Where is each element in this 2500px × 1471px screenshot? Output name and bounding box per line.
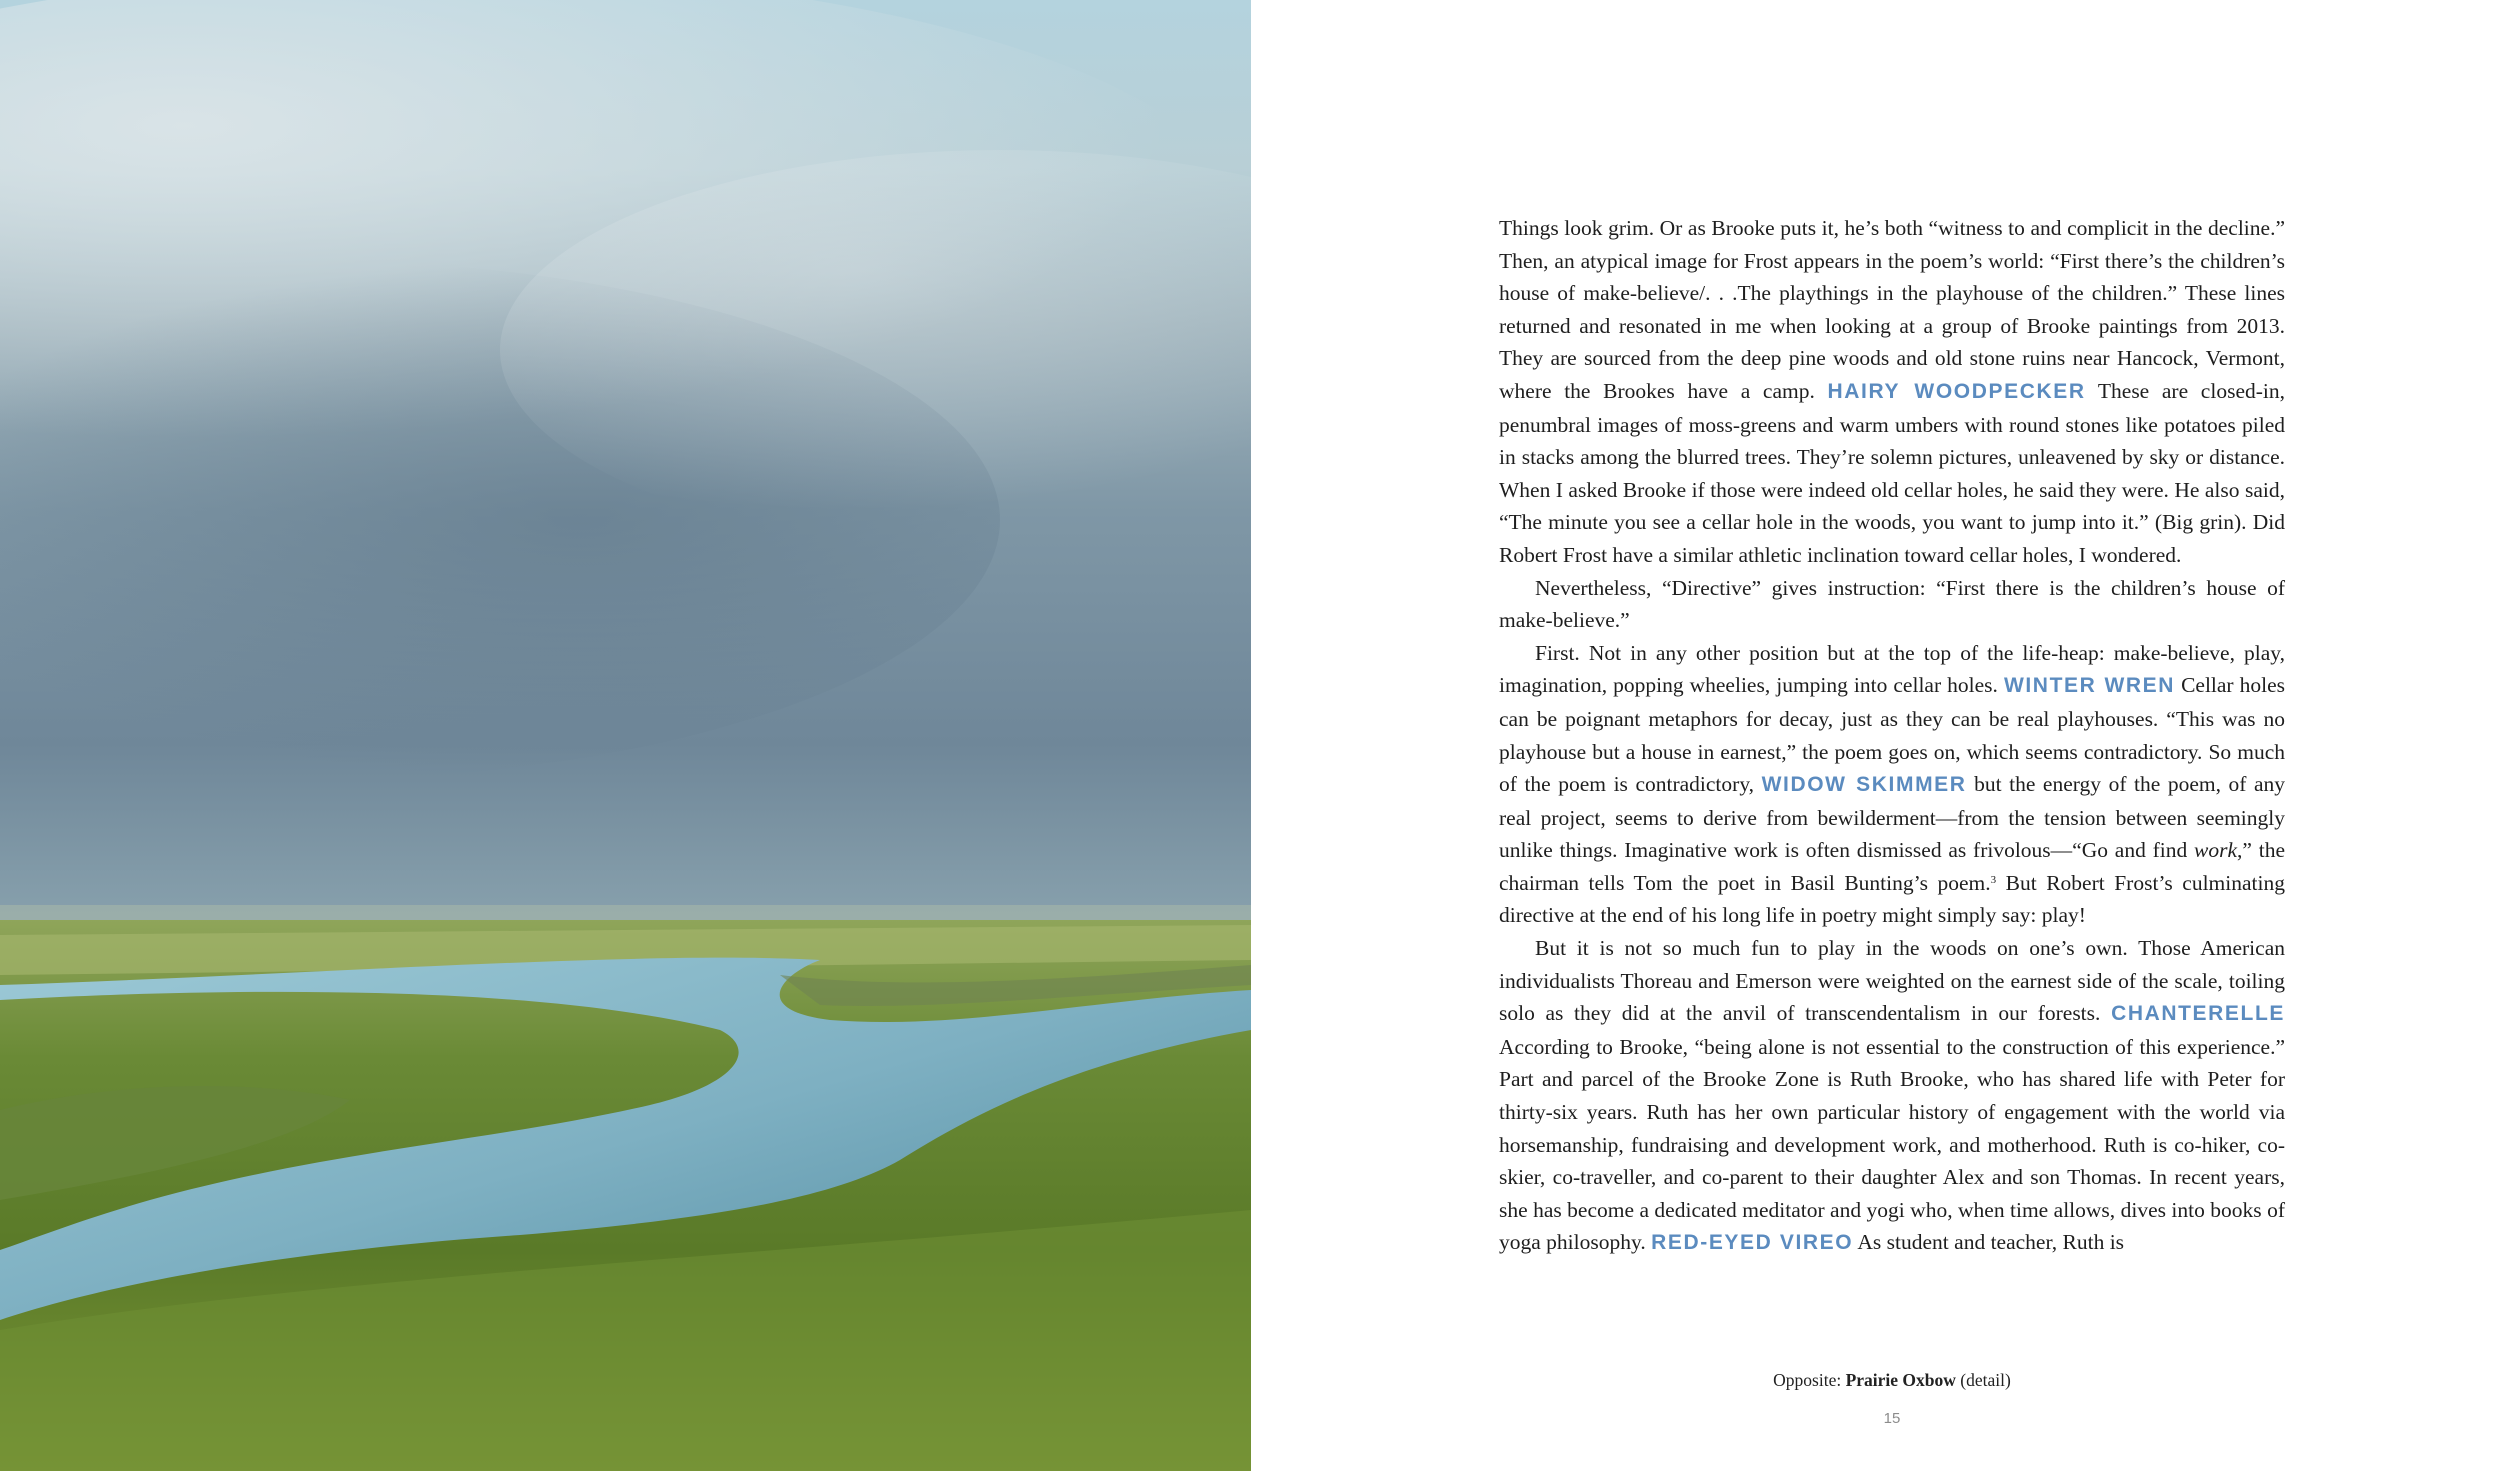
marker-red-eyed-vireo: RED-EYED VIREO xyxy=(1651,1231,1854,1255)
text: These are closed-in, penumbral images of moss-greens and warm umbers with round stones like potatoes piled in stacks among the blurred trees. They’re solemn pictures, unleavened by sky or distance. When I asked Brooke if those were indeed old cellar holes, he said they were. He also said, “The minute you see a cellar hole in the woods, you want to jump into it.” (Big grin). Did Robert Frost have a similar athletic inclination toward cellar holes, I wondered. xyxy=(1499,378,2285,567)
paragraph-2 xyxy=(1499,572,2285,637)
body-text-column xyxy=(1499,212,2285,1260)
text: But it is not so much fun to play in the woods on one’s own. Those American individualists Thoreau and Emerson were weighted on the earnest side of the scale, toiling solo as they did at the anvil of transcendentalism in our forests. xyxy=(1499,936,2285,1026)
text: According to Brooke, “being alone is not essential to the construction of this experience.” Part and parcel of the Brooke Zone is Ruth Brooke, who has shared life with Peter for thirty-six years. Ruth has her own particular history of engagement with the world via horsemanship, fundraising and development work, and motherhood. Ruth is co-hiker, co-skier, co-traveller, and co-parent to their daughter Alex and son Thomas. In recent years, she has become a dedicated meditator and yogi who, when time allows, dives into books of yoga philosophy. xyxy=(1499,1034,2285,1255)
text: Nevertheless, “Directive” gives instruction: “First there is the children’s house of make-believe.” xyxy=(1499,575,2285,633)
marker-winter-wren: WINTER WREN xyxy=(2003,674,2176,698)
text: First. Not in any other position but at the top of the life-heap: make-believe, play, imagination, popping wheelies, jumping into cellar holes. xyxy=(1499,640,2285,698)
footnote-ref: 3 xyxy=(1990,873,1997,886)
paragraph-3 xyxy=(1499,637,2285,932)
paragraph-4 xyxy=(1499,932,2285,1260)
text: ,” the chairman tells Tom the poet in Basil Bunting’s poem. xyxy=(1499,838,2286,895)
caption-title: Prairie Oxbow xyxy=(1845,1370,1956,1390)
page-number: 15 xyxy=(1883,1410,1901,1427)
image-caption xyxy=(1499,1370,2285,1391)
marker-widow-skimmer: WIDOW SKIMMER xyxy=(1761,773,1967,797)
caption-prefix: Opposite: xyxy=(1773,1370,1842,1390)
emphasis-work: work xyxy=(2194,838,2238,863)
text: But Robert Frost’s culminating directive at the end of his long life in poetry might simply say: play! xyxy=(1499,870,2285,928)
text: but the energy of the poem, of any real project, seems to derive from bewilderment—from the tension between seemingly unlike things. Imaginative work is often dismissed as frivolous—“Go and find xyxy=(1499,772,2285,863)
text: Cellar holes can be poignant metaphors for decay, just as they can be real playhouses. “This was no playhouse but a house in earnest,” the poem goes on, which seems contradictory. So much of the poem is contradictory, xyxy=(1499,673,2286,797)
marker-chanterelle: CHANTERELLE xyxy=(2111,1002,2285,1026)
text: As student and teacher, Ruth is xyxy=(1857,1230,2125,1255)
caption-suffix: (detail) xyxy=(1960,1370,2011,1390)
marker-hairy-woodpecker: HAIRY WOODPECKER xyxy=(1827,379,2086,403)
text: Things look grim. Or as Brooke puts it, he’s both “witness to and complicit in the decline.” Then, an atypical image for Frost appears in the poem’s world: “First there’s the children’s house of make-believe/. . .The playthings in the playhouse of the children.” These lines returned and resonated in me when looking at a group of Brooke paintings from 2013. They are sourced from the deep pine woods and old stone ruins near Hancock, Vermont, where the Brookes have a camp. xyxy=(1499,216,2285,403)
paragraph-1 xyxy=(1499,212,2285,572)
